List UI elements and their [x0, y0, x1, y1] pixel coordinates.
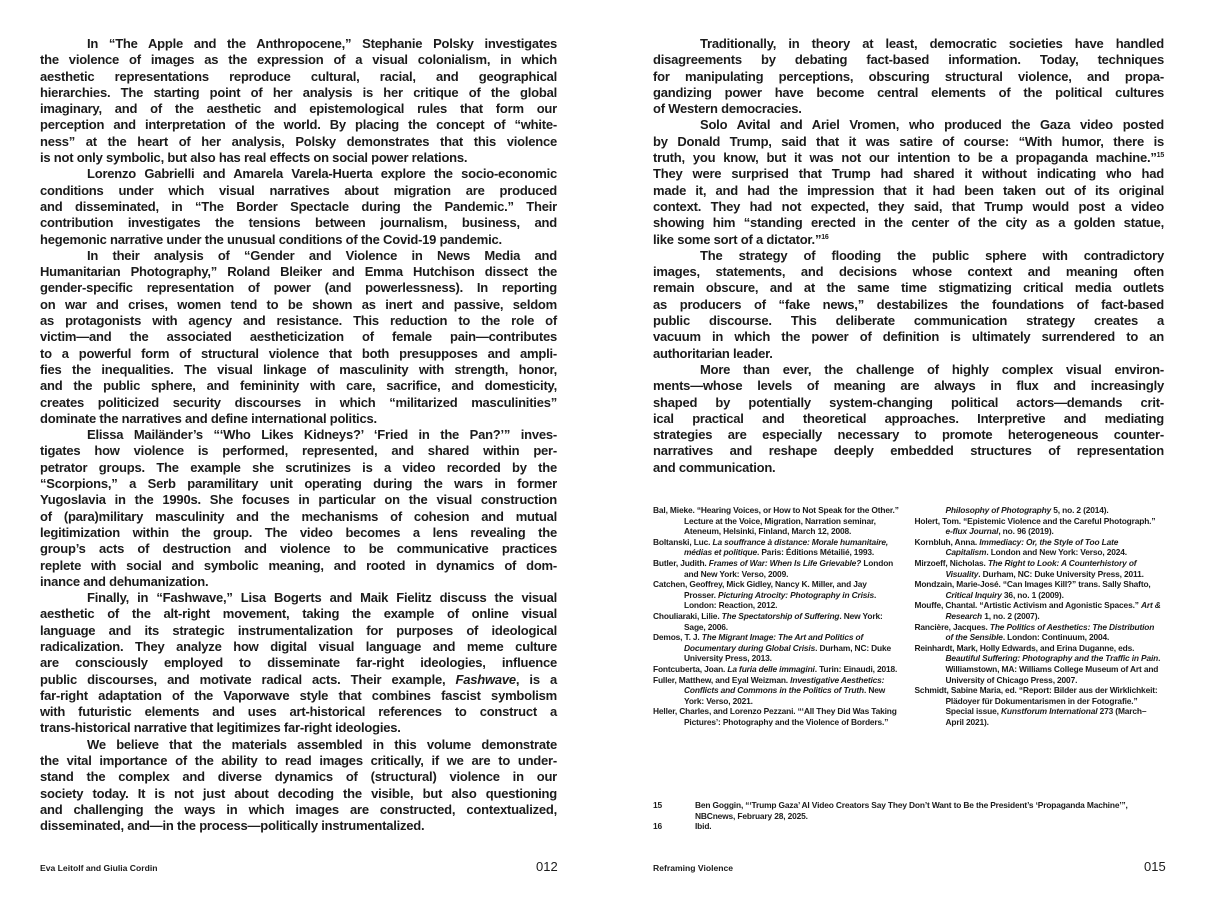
- text-line: for manipulating perceptions, obscuring structural violence, and propa-: [653, 68, 1164, 84]
- text-run: Rancière, Jacques.: [914, 621, 990, 632]
- text-line: vacuum in which the power of definition is ultimately surrendered to an: [653, 329, 1164, 345]
- text-run: . Durham, NC: Duke University Press, 2011.: [978, 568, 1144, 579]
- italic-text: Kunstforum International: [1000, 706, 1098, 717]
- text-line: Lorenzo Gabrielli and Amarela Varela-Huerta explore the socio-economic: [87, 166, 557, 182]
- bibliography-entry: [653, 675, 900, 707]
- text-run: . New York: Verso, 2021.: [684, 685, 886, 706]
- footnote: [653, 800, 1163, 821]
- italic-text: The Politics of Aesthetics: The Distribution of the Sensible: [945, 621, 1155, 643]
- text-run: . Paris: Éditions Métailié, 1993.: [757, 547, 875, 558]
- text-line: group’s acts of destruction and violence to be communicative practices: [40, 541, 557, 557]
- text-run: . Durham, NC: Duke University Press, 2013.: [684, 642, 892, 664]
- bibliography-entry: [653, 632, 900, 664]
- text-line: hegemonic narrative under the unusual conditions of the Covid-19 pandemic.: [40, 231, 502, 247]
- right-page-body-text: [653, 36, 1164, 476]
- text-line: gender-specific representation of power (and powerlessness). In reporting: [40, 280, 557, 296]
- bibliography-entry: [915, 643, 1162, 685]
- text-line: creates politicized security discourses in which “militarized masculinities”: [40, 394, 557, 410]
- paragraph: [40, 427, 557, 590]
- text-line: of (para)military masculinity and the mechanisms of cohesion and mutual: [40, 508, 557, 524]
- text-line: ments—whose levels of meaning are always in flux and increasingly: [653, 378, 1164, 394]
- text-line: Elissa Mailänder’s “‘Who Likes Kidneys?’ ‘Fried in the Pan?’” inves-: [87, 427, 557, 443]
- text-line: and challenging the ways in which images are constructed, contextualized,: [40, 801, 557, 817]
- text-run: Butler, Judith.: [653, 557, 709, 568]
- text-line: and the public sphere, and femininity with care, sacrifice, and domesticity,: [40, 378, 557, 394]
- paragraph: [40, 248, 557, 427]
- text-line: tigates how violence is performed, represented, and shared within per-: [40, 443, 557, 459]
- footnotes: [653, 800, 1163, 832]
- text-line: We believe that the materials assembled in this volume demonstrate: [87, 736, 557, 752]
- right-page-number: 015: [1144, 859, 1166, 874]
- text-line: In “The Apple and the Anthropocene,” Stephanie Polsky investigates: [87, 36, 557, 51]
- text-run: Fontcuberta, Joan.: [653, 663, 728, 674]
- text-line: and disseminated, in “The Border Spectacle during the Pandemic.” Their: [40, 198, 557, 214]
- text-line: on war and crises, women tend to be shown as inert and passive, seldom: [40, 296, 557, 312]
- italic-text: La souffrance à distance: Morale humanitaire, médias et politique: [684, 536, 889, 558]
- text-line: More than ever, the challenge of highly complex visual environ-: [700, 361, 1164, 377]
- text-line: narratives and reshape deeply embedded structures of representation: [653, 443, 1164, 459]
- text-line: are consciously employed to disseminate far-right ideologies, influence: [40, 655, 557, 671]
- text-run: . Williamstown, MA: Williams College Museum of Art and University of Chicago Press, 2007.: [945, 653, 1161, 685]
- text-line: [40, 672, 557, 688]
- text-run: Kornbluh, Anna.: [914, 536, 980, 547]
- text-line: hierarchies. The starting point of her analysis is her critique of the global: [40, 84, 557, 100]
- italic-text: La furia delle immagini: [727, 663, 815, 674]
- bibliography-entry: [915, 537, 1162, 558]
- italic-text: Philosophy of Photography: [945, 505, 1052, 515]
- text-line: remain obscure, and at the same time stigmatizing critical media outlets: [653, 280, 1164, 296]
- bibliography-entry: [653, 558, 900, 579]
- text-line: contribution investigates the tensions between journalism, business, and: [40, 215, 557, 231]
- text-line: inance and dehumanization.: [40, 573, 209, 589]
- italic-text: Frames of War: When Is Life Grievable?: [708, 557, 862, 568]
- text-line: disseminated, and—in the process—politically instrumentalized.: [40, 818, 425, 834]
- text-line: authoritarian leader.: [653, 345, 773, 361]
- bibliography-entry: [915, 622, 1162, 643]
- paragraph: [653, 362, 1164, 476]
- footnote: [653, 821, 1163, 832]
- bibliography-entry: [653, 537, 900, 558]
- text-line: by Donald Trump, said that it was satire of course: “With humor, there is: [653, 133, 1164, 149]
- text-line: stand the complex and diverse dynamics of (structural) violence in our: [40, 769, 557, 785]
- text-line: of Western democracies.: [653, 101, 802, 117]
- text-line: ness” at the heart of her analysis, Polsky demonstrates that this violence: [40, 133, 557, 149]
- text-line: Humanitarian Photography,” Roland Bleiker and Emma Hutchison dissect the: [40, 264, 557, 280]
- text-line: gandizing power have become central elements of the political cultures: [653, 84, 1164, 100]
- bibliography-entry: [653, 579, 900, 611]
- italic-text: Immediacy: Or, the Style of Too Late Capitalism: [945, 536, 1119, 558]
- text-line: language and its strategic instrumentalization for purposes of ideological: [40, 622, 557, 638]
- text-line: strategies are especially necessary to promote heterogeneous counter-: [653, 427, 1164, 443]
- paragraph: [653, 248, 1164, 362]
- text-run: , is a: [515, 671, 557, 687]
- bibliography: [653, 505, 1161, 727]
- text-line: made it, and had the impression that it had been taken out of its original: [653, 182, 1164, 198]
- text-line: petrator groups. The example she scrutinizes is a video recorded by the: [40, 459, 557, 475]
- text-line: Yugoslavia in the 1990s. She focuses in particular on the visual construction: [40, 492, 557, 508]
- text-run: Mouffe, Chantal. “Artistic Activism and Agonistic Spaces.”: [914, 600, 1141, 611]
- bibliography-entry: [915, 600, 1162, 621]
- left-page-number: 012: [536, 859, 558, 874]
- text-line: [653, 150, 1164, 166]
- text-run: . London: Continuum, 2004.: [1002, 632, 1110, 643]
- text-line: Finally, in “Fashwave,” Lisa Bogerts and Maik Fielitz discuss the visual: [87, 590, 557, 606]
- text-line: far-right adaptation of the Vaporwave style that combines fascist symbolism: [40, 687, 557, 703]
- footnote-ref: 16: [821, 233, 829, 241]
- text-run: Holert, Tom. “Epistemic Violence and the Careful Photograph.”: [914, 515, 1156, 526]
- text-run: 273 (March–April 2021).: [945, 706, 1147, 727]
- paragraph: [40, 737, 557, 835]
- text-line: disagreements by debating fact-based information. Today, techniques: [653, 52, 1164, 68]
- left-page-body-text: [40, 36, 557, 835]
- text-run: . London and New York: Verso, 2024.: [986, 547, 1127, 558]
- text-line: as producers of “fake news,” destabilizes the foundations of fact-based: [653, 296, 1164, 312]
- text-line: “Scorpions,” a Serb paramilitary unit operating during the wars in former: [40, 476, 557, 492]
- text-run: Mondzain, Marie-José. “Can Images Kill?” trans. Sally Shafto,: [914, 579, 1151, 590]
- text-run: Demos, T. J.: [653, 632, 702, 643]
- text-run: Boltanski, Luc.: [653, 536, 713, 547]
- italic-text: Fashwave: [455, 671, 516, 687]
- right-running-footer: Reframing Violence: [653, 863, 734, 873]
- text-run: like some sort of a dictator.”: [653, 231, 822, 247]
- text-line: aesthetic representations reproduce cultural, racial, and geographical: [40, 68, 557, 84]
- text-run: Heller, Charles, and Lorenzo Pezzani. “‘All They Did Was Taking Pictures’: Photography and the Violence of Borders.”: [653, 706, 897, 727]
- footnote-text: Ben Goggin, “‘Trump Gaza’ AI Video Creators Say They Don’t Want to Be the President’s ‘Propaganda Machine’”, NBCnews, February 28, 2025.: [695, 800, 1128, 821]
- text-line: trans-historical narrative that legitimizes far-right ideologies.: [40, 720, 401, 736]
- text-run: 36, no. 1 (2009).: [1001, 589, 1064, 600]
- text-run: Schmidt, Sabine Maria, ed. “Report: Bilder aus der Wirklichkeit: Plädoyer für Dokumentarismen in der Fotografie.” Special issue,: [914, 685, 1158, 717]
- bibliography-entry: [915, 579, 1162, 600]
- paragraph: [653, 36, 1164, 117]
- text-run: 5, no. 2 (2014).: [1051, 505, 1109, 515]
- bibliography-entry: [915, 516, 1162, 537]
- italic-text: Art & Research: [945, 600, 1161, 621]
- text-line: public discourse. This deliberate communication strategy creates a: [653, 313, 1164, 329]
- footnote-number: 15: [653, 800, 663, 810]
- text-line: aesthetic of the alt-right movement, taking the example of online visual: [40, 606, 557, 622]
- text-line: showing him “standing erected in the center of the city as a golden statue,: [653, 215, 1164, 231]
- text-line: The strategy of flooding the public sphere with contradictory: [700, 247, 1164, 263]
- italic-text: The Migrant Image: The Art and Politics of Documentary during Global Crisis: [684, 632, 864, 653]
- paragraph: [40, 590, 557, 737]
- text-run: 1, no. 2 (2007).: [982, 610, 1040, 621]
- text-line: Solo Avital and Ariel Vromen, who produced the Gaza video posted: [700, 117, 1164, 133]
- italic-text: Critical Inquiry: [945, 589, 1002, 600]
- footnote-number: 16: [653, 821, 663, 832]
- bibliography-entry: [653, 664, 900, 675]
- footnote-ref: 15: [1156, 152, 1164, 160]
- text-line: the vital importance of the ability to read images critically, if we are to under-: [40, 753, 557, 769]
- text-run: London and New York: Verso, 2009.: [684, 557, 894, 579]
- bibliography-entry: [653, 505, 900, 537]
- text-line: In their analysis of “Gender and Violence in News Media and: [87, 247, 557, 263]
- text-line: victim—and the associated aestheticization of female pain—contributes: [40, 329, 557, 345]
- text-line: legitimization within the group. The video becomes a lens revealing the: [40, 524, 557, 540]
- text-line: replete with social and symbolic meaning, and rooted in dynamics of dom-: [40, 557, 557, 573]
- text-line: society today. It is not just about decoding the visible, but also questioning: [40, 785, 557, 801]
- text-line: with futuristic elements and uses art-historical references to construct a: [40, 704, 557, 720]
- text-line: the violence of images as the expression of a visual colonialism, in which: [40, 52, 557, 68]
- text-run: Fuller, Matthew, and Eyal Weizman.: [653, 674, 791, 685]
- text-run: public discourses, and motivate radical acts. Their example,: [40, 671, 456, 687]
- text-line: to a powerful form of structural violence that both presupposes and ampli-: [40, 345, 557, 361]
- italic-text: Investigative Aesthetics: Conflicts and Commons in the Politics of Truth: [684, 674, 885, 696]
- text-line: imaginary, and of the aesthetic and epistemological rules that form our: [40, 101, 557, 117]
- text-line: dominate the narratives and define international politics.: [40, 410, 377, 426]
- paragraph: [40, 166, 557, 247]
- text-run: Mirzoeff, Nicholas.: [914, 557, 988, 568]
- text-line: ical practical and theoretical approaches. Interpretive and mediating: [653, 410, 1164, 426]
- italic-text: Beautiful Suffering: Photography and the Traffic in Pain: [945, 653, 1159, 664]
- text-run: . Turin: Einaudi, 2018.: [814, 663, 898, 674]
- paragraph: [40, 36, 557, 166]
- text-line: fies the inequalities. The visual linkage of masculinity with strength, honor,: [40, 361, 557, 377]
- text-line: radicalization. They analyze how digital visual language and meme culture: [40, 638, 557, 654]
- italic-text: e-flux Journal: [945, 526, 999, 537]
- text-run: , no. 96 (2019).: [998, 526, 1054, 537]
- text-line: is not only symbolic, but also has real effects on social power relations.: [40, 150, 468, 166]
- text-line: images, statements, and decisions whose context and meaning often: [653, 264, 1164, 280]
- bibliography-entry: [915, 558, 1162, 579]
- footnote-text: Ibid.: [695, 821, 712, 832]
- italic-text: The Right to Look: A Counterhistory of Visuality: [945, 557, 1137, 579]
- text-line: They were surprised that Trump had shared it without indicating who had: [653, 166, 1164, 182]
- text-line: [653, 232, 1164, 248]
- italic-text: Picturing Atrocity: Photography in Crisis: [718, 589, 874, 600]
- italic-text: The Spectatorship of Suffering: [721, 610, 840, 621]
- text-run: Catchen, Geoffrey, Mick Gidley, Nancy K. Miller, and Jay Prosser.: [653, 579, 867, 600]
- text-run: . London: Reaction, 2012.: [684, 589, 877, 611]
- text-run: Bal, Mieke. “Hearing Voices, or How to Not Speak for the Other.” Lecture at the Voice, Migration, Narration seminar, Ateneum, Helsinki, Finland, March 12, 2008.: [653, 505, 899, 537]
- text-line: conditions under which visual narratives about migration are produced: [40, 182, 557, 198]
- text-run: . New York: Sage, 2006.: [684, 610, 883, 632]
- text-line: as protagonists with agency and resistance. This reduction to the role of: [40, 313, 557, 329]
- bibliography-entry: [915, 685, 1162, 727]
- text-run: Reinhardt, Mark, Holly Edwards, and Erina Duganne, eds.: [914, 642, 1135, 653]
- bibliography-entry: [653, 611, 900, 632]
- text-run: Chouliaraki, Lilie.: [653, 610, 722, 621]
- text-run: truth, you know, but it was not our intention to be a propaganda machine.”: [653, 150, 1157, 166]
- left-running-footer: Eva Leitolf and Giulia Cordin: [40, 863, 158, 873]
- text-line: and communication.: [653, 459, 776, 475]
- text-line: context. They had not expected, they said, that Trump would post a video: [653, 198, 1164, 214]
- text-line: perception and interpretation of the world. By placing the concept of “white-: [40, 117, 557, 133]
- text-line: shaped by potentially system-changing political actors—demands crit-: [653, 394, 1164, 410]
- paragraph: [653, 117, 1164, 247]
- text-line: Traditionally, in theory at least, democratic societies have handled: [700, 36, 1164, 51]
